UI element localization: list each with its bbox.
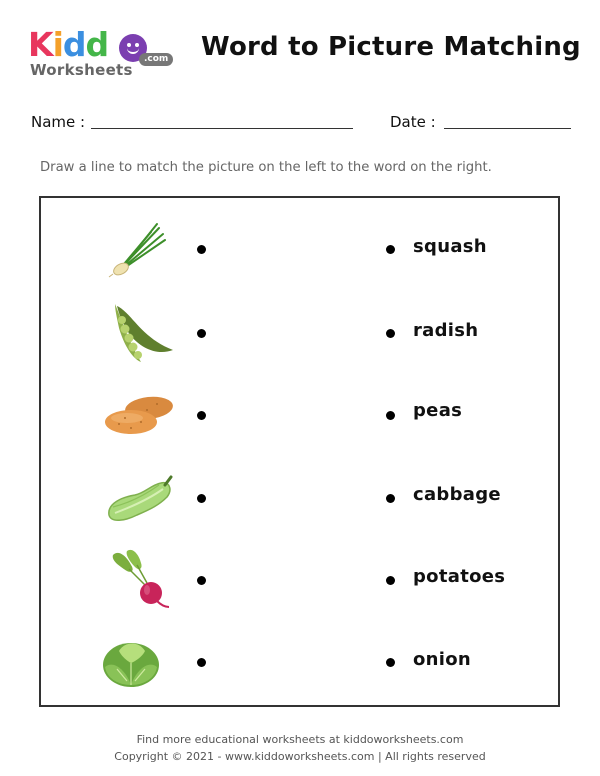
radish-icon <box>101 545 181 615</box>
word-dot[interactable] <box>386 658 395 667</box>
picture-dot[interactable] <box>197 245 206 254</box>
name-field-line[interactable] <box>91 128 353 129</box>
word-dot[interactable] <box>386 576 395 585</box>
picture-dot[interactable] <box>197 658 206 667</box>
word-dot[interactable] <box>386 329 395 338</box>
page-title: Word to Picture Matching <box>201 32 581 62</box>
match-row <box>41 376 558 456</box>
logo-subtitle: Worksheets <box>30 61 133 79</box>
squash-icon <box>101 463 181 533</box>
kiddo-worksheets-logo <box>28 27 178 87</box>
word-dot[interactable] <box>386 494 395 503</box>
matching-box <box>39 196 560 707</box>
match-row <box>41 210 558 290</box>
potatoes-icon <box>101 382 181 452</box>
date-label: Date : <box>390 113 436 131</box>
picture-dot[interactable] <box>197 576 206 585</box>
match-row <box>41 459 558 539</box>
word-label: potatoes <box>413 566 506 587</box>
logo-wordmark <box>28 27 108 63</box>
word-label: onion <box>413 649 472 670</box>
logo-letter: d <box>85 25 109 64</box>
logo-letter: d <box>62 25 86 64</box>
word-dot[interactable] <box>386 411 395 420</box>
logo-com-badge: .com <box>139 53 173 66</box>
instructions: Draw a line to match the picture on the left to the word on the right. <box>40 160 492 175</box>
picture-dot[interactable] <box>197 494 206 503</box>
cabbage-icon <box>101 629 181 699</box>
name-label: Name : <box>31 113 86 131</box>
word-label: cabbage <box>413 484 501 505</box>
pea-pod-icon <box>101 298 181 368</box>
logo-letter: K <box>28 25 53 64</box>
match-row <box>41 541 558 621</box>
word-label: radish <box>413 320 479 341</box>
picture-dot[interactable] <box>197 329 206 338</box>
footer-copyright: Copyright © 2021 - www.kiddoworksheets.com | All rights reserved <box>114 750 486 763</box>
date-field-line[interactable] <box>444 128 571 129</box>
match-row <box>41 623 558 703</box>
match-row <box>41 294 558 374</box>
green-onion-icon <box>101 214 181 284</box>
picture-dot[interactable] <box>197 411 206 420</box>
footer-promo: Find more educational worksheets at kiddoworksheets.com <box>136 733 464 746</box>
logo-letter: i <box>52 25 63 64</box>
word-dot[interactable] <box>386 245 395 254</box>
word-label: peas <box>413 400 463 421</box>
word-label: squash <box>413 236 487 257</box>
